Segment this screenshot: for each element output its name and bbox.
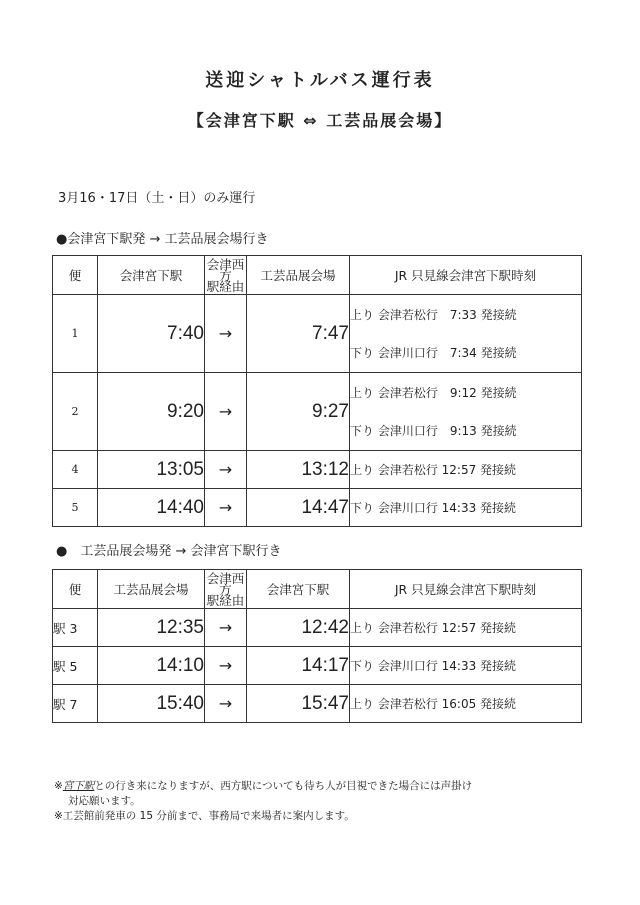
departure-time: 7:40 [98, 295, 205, 373]
departure-time: 14:10 [98, 647, 205, 685]
connection-info [350, 451, 582, 489]
table-row [53, 609, 582, 647]
arrow-icon: → [205, 647, 247, 685]
arrow-icon: → [205, 295, 247, 373]
footnote-emphasis: 宮下駅 [62, 780, 95, 792]
table-row [53, 489, 582, 527]
arrival-time: 14:47 [247, 489, 350, 527]
col-header-to: 工芸品展会場 [247, 256, 350, 295]
connection-info [350, 609, 582, 647]
col-header-from: 工芸品展会場 [98, 570, 205, 609]
via-line-2: 駅経由 [206, 278, 245, 294]
bin-number: 駅 5 [53, 647, 98, 685]
connection-line: 下り 会津川口行 7:34 発接続 [350, 345, 517, 360]
connection-line: 上り 会津若松行 12:57 発接続 [350, 621, 517, 635]
via-line-1: 会津西方 [206, 570, 245, 597]
arrow-icon: → [205, 685, 247, 723]
arrival-time: 15:47 [247, 685, 350, 723]
table-row [53, 295, 582, 373]
col-header-bin: 便 [53, 570, 98, 609]
timetable-return [52, 569, 582, 723]
page-title: 送迎シャトルバス運行表 [205, 70, 435, 91]
departure-time: 14:40 [98, 489, 205, 527]
footnote-text: との行き来になりますが、西方駅についても待ち人が目視できた場合には声掛け [94, 780, 473, 792]
connection-line: 下り 会津川口行 14:33 発接続 [350, 659, 517, 673]
operation-date: 3月16・17日（土・日）のみ運行 [58, 191, 256, 206]
footnote-2: ※工芸館前発車の 15 分前まで、事務局で来場者に案内します。 [54, 810, 355, 822]
arrow-icon: → [205, 373, 247, 451]
connection-info [350, 685, 582, 723]
table-header-row [53, 570, 582, 609]
col-header-bin: 便 [53, 256, 98, 295]
col-header-from: 会津宮下駅 [98, 256, 205, 295]
timetable-outbound [52, 255, 582, 527]
bin-number: 1 [53, 295, 98, 373]
connection-info [350, 373, 582, 451]
section-heading-outbound: ●会津宮下駅発 → 工芸品展会場行き [56, 232, 269, 247]
departure-time: 12:35 [98, 609, 205, 647]
footnotes [54, 779, 594, 824]
bin-number: 5 [53, 489, 98, 527]
route-subtitle: 【会津宮下駅 ⇔ 工芸品展会場】 [187, 111, 453, 130]
connection-info [350, 489, 582, 527]
connection-line: 上り 会津若松行 9:12 発接続 [350, 385, 517, 400]
col-header-via [205, 256, 247, 295]
section-heading-return: ● 工芸品展会場発 → 会津宮下駅行き [56, 544, 282, 559]
table-row [53, 373, 582, 451]
arrival-time: 12:42 [247, 609, 350, 647]
arrow-icon: → [205, 609, 247, 647]
arrival-time: 7:47 [247, 295, 350, 373]
connection-line: 上り 会津若松行 16:05 発接続 [350, 697, 517, 711]
col-header-via [205, 570, 247, 609]
table-row [53, 451, 582, 489]
col-header-connection: JR 只見線会津宮下駅時刻 [350, 256, 582, 295]
connection-line: 上り 会津若松行 12:57 発接続 [350, 463, 517, 477]
table-row [53, 647, 582, 685]
col-header-connection: JR 只見線会津宮下駅時刻 [350, 570, 582, 609]
arrival-time: 9:27 [247, 373, 350, 451]
departure-time: 15:40 [98, 685, 205, 723]
arrival-time: 14:17 [247, 647, 350, 685]
bin-number: 駅 7 [53, 685, 98, 723]
bin-number: 駅 3 [53, 609, 98, 647]
arrow-icon: → [205, 489, 247, 527]
table-header-row [53, 256, 582, 295]
departure-time: 9:20 [98, 373, 205, 451]
arrow-icon: → [205, 451, 247, 489]
footnote-mark: ※ [54, 780, 63, 792]
via-line-2: 駅経由 [206, 592, 245, 608]
arrival-time: 13:12 [247, 451, 350, 489]
table-row [53, 685, 582, 723]
departure-time: 13:05 [98, 451, 205, 489]
bin-number: 2 [53, 373, 98, 451]
via-line-1: 会津西方 [206, 256, 245, 283]
connection-line: 上り 会津若松行 7:33 発接続 [350, 307, 517, 322]
footnote-1-continued: 対応願います。 [68, 795, 141, 807]
footnote-1 [54, 779, 594, 794]
connection-info [350, 647, 582, 685]
connection-info [350, 295, 582, 373]
connection-line: 下り 会津川口行 14:33 発接続 [350, 501, 517, 515]
bin-number: 4 [53, 451, 98, 489]
connection-line: 下り 会津川口行 9:13 発接続 [350, 423, 517, 438]
col-header-to: 会津宮下駅 [247, 570, 350, 609]
